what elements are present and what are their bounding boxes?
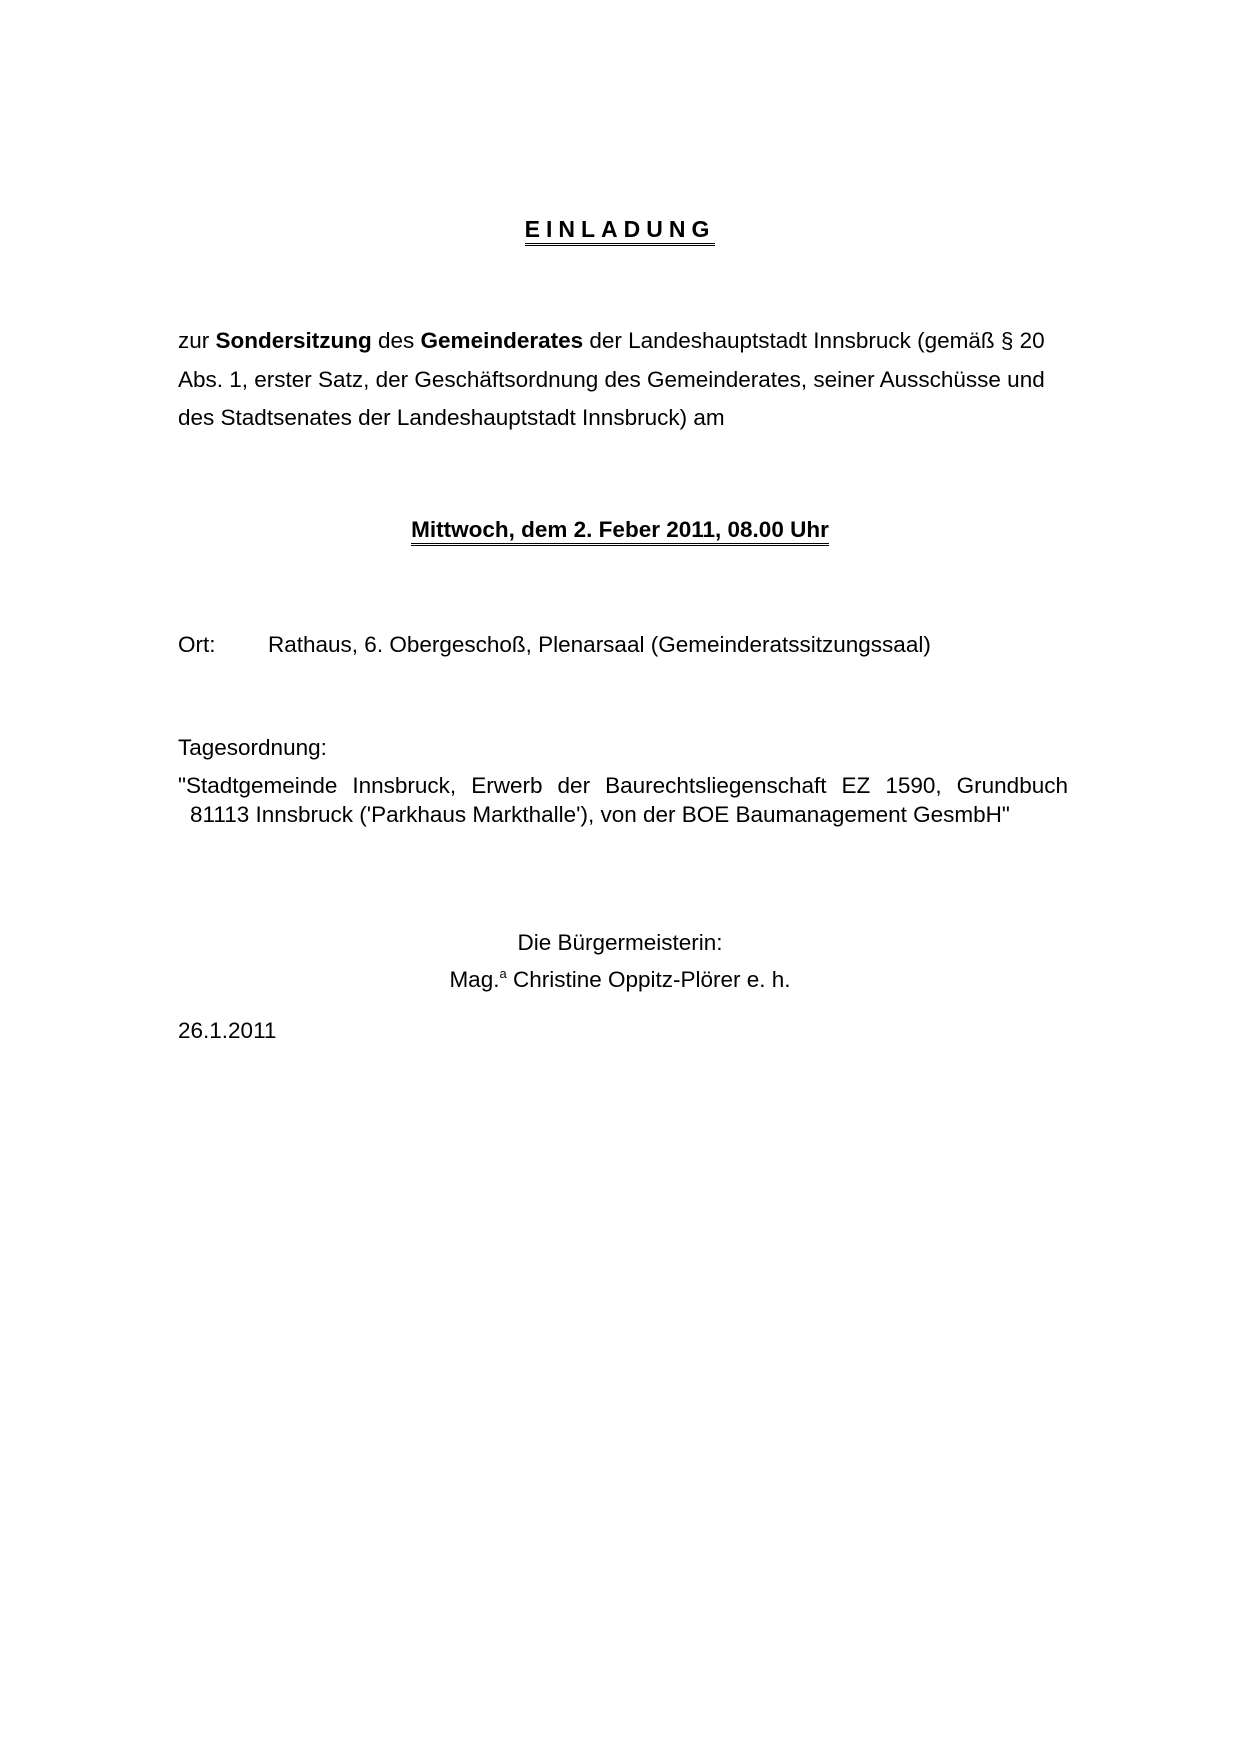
intro-bold-sondersitzung: Sondersitzung — [215, 328, 372, 353]
signature-title-prefix: Mag. — [449, 967, 500, 992]
document-title — [0, 214, 1240, 244]
location-line — [178, 630, 1068, 660]
intro-bold-gemeinderates: Gemeinderates — [420, 328, 584, 353]
agenda-item — [178, 771, 1068, 829]
intro-text-2: des — [371, 328, 421, 353]
signature-name-text: Christine Oppitz-Plörer e. h. — [506, 967, 791, 992]
meeting-date — [0, 515, 1240, 545]
agenda-line-2: 81113 Innsbruck ('Parkhaus Markthalle'), von der BOE Baumanagement GesmbH" — [190, 802, 1010, 827]
location-label: Ort: — [178, 632, 216, 657]
signature-title-superscript: a — [499, 966, 507, 981]
agenda-line-1: "Stadtgemeinde Innsbruck, Erwerb der Baurechtsliegenschaft EZ 1590, Grundbuch — [178, 773, 1068, 798]
document-title-text: EINLADUNG — [525, 216, 716, 246]
agenda-label: Tagesordnung: — [178, 735, 327, 760]
meeting-date-text: Mittwoch, dem 2. Feber 2011, 08.00 Uhr — [411, 517, 829, 546]
signature-name — [0, 965, 1240, 995]
intro-text-1: zur — [178, 328, 216, 353]
location-value: Rathaus, 6. Obergeschoß, Plenarsaal (Gemeinderatssitzungssaal) — [268, 632, 931, 657]
intro-paragraph — [178, 322, 1068, 438]
signature-role: Die Bürgermeisterin: — [517, 930, 723, 955]
intro-text-3: der Landeshauptstadt Innsbruck (gemäß § 20 Abs. 1, erster Satz, der Geschäftsordnung des Gemeinderates, seiner Ausschüsse und des Stadtsenates der Landeshauptstadt Innsbruck) am — [178, 328, 1045, 430]
document-date: 26.1.2011 — [178, 1018, 277, 1043]
